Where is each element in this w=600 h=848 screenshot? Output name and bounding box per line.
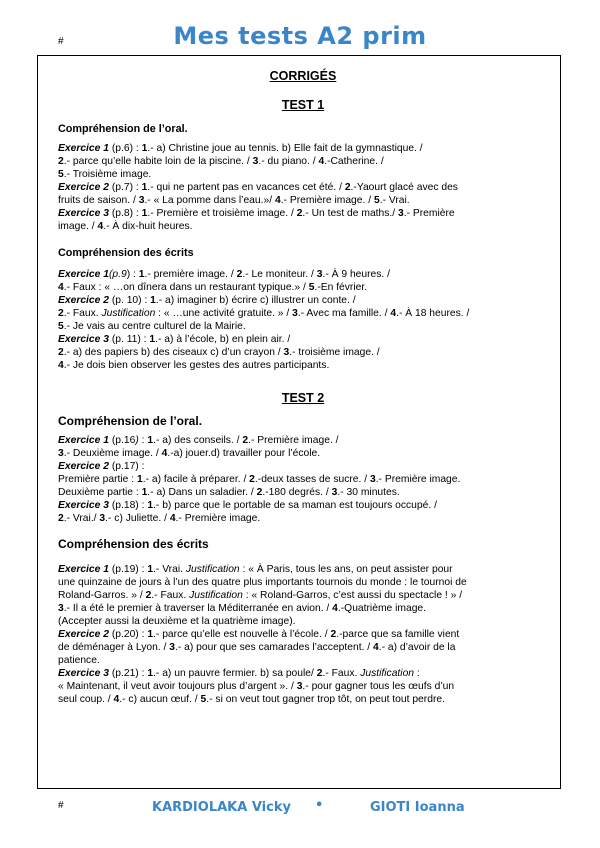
italic-text: Justification	[360, 668, 415, 679]
text-line	[58, 207, 548, 220]
answer-number: 5	[58, 321, 64, 332]
answer-number: 1	[147, 435, 154, 446]
exercise-label: Exercice 1	[58, 435, 109, 446]
answer-text: .- 30 minutes.	[337, 487, 400, 498]
answer-number: 3	[369, 474, 376, 485]
text-line	[58, 346, 548, 359]
header-title: Mes tests A2 prim	[173, 22, 427, 50]
answer-number: 5	[373, 195, 380, 206]
test2-oral-heading: Compréhension de l’oral.	[58, 414, 203, 428]
text-line	[58, 486, 548, 499]
answer-text: (p. 11) :	[108, 334, 150, 345]
answer-number: 4	[97, 221, 104, 232]
answer-text: .- Faux.	[63, 308, 102, 319]
answer-text: .-En février.	[314, 282, 368, 293]
answer-number: 4	[390, 308, 397, 319]
answer-number: 3	[292, 308, 298, 319]
test2-oral-block	[58, 434, 548, 525]
test2-title: TEST 2	[281, 391, 325, 405]
answer-text: : « Roland-Garros, c’est aussi du spectacle ! » /	[242, 590, 463, 601]
test1-title: TEST 1	[281, 98, 325, 112]
answer-number: 5	[308, 282, 315, 293]
italic-text: Justification	[101, 308, 156, 319]
answer-text: une quinzaine de jours à l’un des quatre plus importants tournois du monde : le tournoi de	[58, 577, 467, 588]
answer-number: 2	[145, 590, 152, 601]
answer-number: 2	[316, 668, 323, 679]
test2-ecrits-heading: Compréhension des écrits	[58, 537, 209, 551]
answer-number: 3	[58, 448, 64, 459]
answer-number: 2	[330, 629, 337, 640]
answer-number: 3	[316, 269, 323, 280]
italic-text: Justification	[185, 564, 240, 575]
document-body	[58, 70, 548, 706]
text-line	[58, 434, 548, 447]
exercise-label: Exercice 1	[58, 269, 109, 280]
answer-text: .- troisième image. /	[289, 347, 380, 358]
answer-text: Deuxième partie :	[58, 487, 142, 498]
answer-number: 5	[200, 694, 207, 705]
answer-text: .- Je vais au centre culturel de la Mairie.	[63, 321, 246, 332]
answer-number: 1	[141, 182, 148, 193]
answer-number: 2	[58, 347, 64, 358]
text-line	[58, 473, 548, 486]
answer-text: .- parce qu’elle est nouvelle à l’école. /	[153, 629, 331, 640]
answer-text: .- « La pomme dans l’eau.»/	[144, 195, 275, 206]
answer-text: .- a) Christine joue au tennis. b) Elle fait de la gymnastique. /	[147, 143, 423, 154]
answer-number: 3	[283, 347, 290, 358]
answer-text: .- Faux.	[322, 668, 361, 679]
answer-text: de déménager à Lyon. /	[58, 642, 170, 653]
answer-text: .- qui ne partent pas en vacances cet été. /	[147, 182, 345, 193]
answer-text: (p.16	[108, 435, 136, 446]
answer-number: 1	[141, 143, 148, 154]
answer-number: 1	[141, 487, 148, 498]
text-line	[58, 168, 548, 181]
answer-number: 3	[296, 681, 303, 692]
answer-number: 1	[150, 295, 156, 306]
text-line	[58, 667, 548, 680]
answer-number: 2	[58, 308, 64, 319]
answer-number: 1	[138, 269, 145, 280]
footer-author-1: KARDIOLAKA Vicky	[152, 800, 291, 815]
text-line	[58, 281, 548, 294]
exercise-label: Exercice 3	[58, 334, 109, 345]
answer-text: .- a) pour que ses camarades l’acceptent. /	[174, 642, 374, 653]
answer-text: .-Catherine. /	[324, 156, 384, 167]
answer-text: .- Première image. /	[248, 435, 339, 446]
text-line	[58, 194, 548, 207]
answer-text: .- a) Dans un saladier. /	[147, 487, 257, 498]
answer-number: 4	[58, 282, 64, 293]
test1-oral-block	[58, 142, 548, 233]
text-line	[58, 307, 548, 320]
answer-text: .- b) parce que le portable de sa maman est toujours occupé. /	[153, 500, 437, 511]
exercise-label: Exercice 1	[58, 143, 109, 154]
answer-number: 2	[242, 435, 249, 446]
text-line	[58, 142, 548, 155]
exercise-label: Exercice 2	[58, 182, 109, 193]
italic-text: Justification	[189, 590, 243, 601]
answer-number: 5	[58, 169, 64, 180]
footer	[0, 800, 600, 820]
answer-number: 2	[249, 474, 255, 485]
answer-text: Roland-Garros. » /	[58, 590, 146, 601]
answer-text: .- pour gagner tous les œufs d’un	[302, 681, 455, 692]
answer-text: .-Quatrième image.	[337, 603, 427, 614]
answer-text: seul coup. /	[58, 694, 114, 705]
text-line	[58, 447, 548, 460]
answer-text: (p. 10) :	[108, 295, 151, 306]
text-line	[58, 628, 548, 641]
answer-text: .- Première et troisième image. /	[147, 208, 297, 219]
exercise-label: Exercice 3	[58, 208, 109, 219]
text-line	[58, 563, 548, 576]
answer-number: 4	[113, 694, 120, 705]
answer-number: 2	[296, 208, 303, 219]
text-line	[58, 589, 548, 602]
text-line	[58, 181, 548, 194]
test1-ecrits-block	[58, 268, 548, 372]
answer-text: .-Yaourt glacé avec des	[350, 182, 458, 193]
text-line	[58, 294, 548, 307]
answer-text: .- du piano. /	[258, 156, 319, 167]
answer-number: 4	[169, 513, 176, 524]
answer-text: .- Je dois bien observer les gestes des autres participants.	[63, 360, 330, 371]
answer-number: 3	[58, 603, 64, 614]
answer-text: .- a) un pauvre fermier. b) sa poule/	[153, 668, 317, 679]
answer-number: 1	[147, 564, 154, 575]
answer-number: 4	[58, 360, 64, 371]
answer-text: .- Première image.	[175, 513, 261, 524]
text-line	[58, 602, 548, 615]
answer-text: .- À dix-huit heures.	[103, 221, 193, 232]
answer-text: (p.18) :	[108, 500, 148, 511]
answer-number: 1	[147, 500, 154, 511]
answer-text: (p.7) :	[108, 182, 142, 193]
answer-text: (p.6) :	[108, 143, 142, 154]
answer-text: .- À 18 heures. /	[396, 308, 470, 319]
answer-text: .- Vrai./	[63, 513, 100, 524]
answer-text: .- Première image.	[375, 474, 461, 485]
answer-text: .- c) Juliette. /	[105, 513, 170, 524]
test2-ecrits-block	[58, 563, 548, 706]
answer-number: 2	[58, 513, 64, 524]
answer-text: (p.19) :	[108, 564, 148, 575]
text-line	[58, 641, 548, 654]
answer-number: 3	[398, 208, 404, 219]
answer-text: .-a) jouer.d) travailler pour l’école.	[167, 448, 321, 459]
text-line	[58, 155, 548, 168]
text-line	[58, 615, 548, 628]
text-line	[58, 220, 548, 233]
answer-text: .- a) d’avoir de la	[378, 642, 456, 653]
exercise-label: Exercice 2	[58, 295, 109, 306]
answer-number: 3	[331, 487, 338, 498]
answer-text: .- Un test de maths./	[302, 208, 398, 219]
answer-text: :	[138, 435, 148, 446]
italic-text: )	[135, 435, 139, 446]
text-line	[58, 576, 548, 589]
answer-text: .- Le moniteur. /	[242, 269, 317, 280]
answer-text: .- Deuxième image. /	[63, 448, 162, 459]
answer-text: (p.17) :	[108, 461, 145, 472]
answer-text: .- Première image. /	[280, 195, 374, 206]
footer-author-2: GIOTI Ioanna	[370, 800, 465, 815]
answer-text: .-parce que sa famille vient	[336, 629, 460, 640]
answer-number: 3	[138, 195, 145, 206]
answer-text: .- Troisième image.	[63, 169, 152, 180]
text-line	[58, 333, 548, 346]
answer-text: patience.	[58, 655, 100, 666]
italic-text: (p.9	[108, 269, 127, 280]
answer-text: .- Première	[403, 208, 455, 219]
answer-text: .- a) à l’école, b) en plein air. /	[155, 334, 291, 345]
answer-number: 1	[141, 208, 148, 219]
answer-text: .- À 9 heures. /	[322, 269, 391, 280]
answer-number: 2	[344, 182, 351, 193]
answer-text: .-180 degrés. /	[262, 487, 332, 498]
answer-number: 2	[236, 269, 243, 280]
text-line	[58, 680, 548, 693]
answer-text: .- a) des papiers b) des ciseaux c) d’un crayon /	[63, 347, 284, 358]
answer-text: .- Vrai.	[379, 195, 410, 206]
answer-text: .- Vrai.	[153, 564, 186, 575]
answer-text: .- parce qu’elle habite loin de la piscine. /	[63, 156, 253, 167]
exercise-label: Exercice 2	[58, 461, 109, 472]
answer-number: 4	[373, 642, 379, 653]
answer-text: .- a) imaginer b) écrire c) illustrer un conte. /	[155, 295, 356, 306]
text-line	[58, 512, 548, 525]
text-line	[58, 460, 548, 473]
text-line	[58, 693, 548, 706]
answer-number: 1	[147, 668, 154, 679]
answer-number: 3	[252, 156, 259, 167]
answer-text: .- a) facile à préparer. /	[142, 474, 250, 485]
text-line	[58, 320, 548, 333]
answer-text: .- Avec ma famille. /	[297, 308, 391, 319]
answer-text: .- a) des conseils. /	[153, 435, 243, 446]
answer-number: 4	[161, 448, 168, 459]
text-line	[58, 359, 548, 372]
answer-number: 4	[274, 195, 281, 206]
answer-number: 3	[99, 513, 106, 524]
test1-ecrits-heading: Compréhension des écrits	[58, 247, 194, 259]
answer-text: : « À Paris, tous les ans, on peut assister pour	[239, 564, 453, 575]
answer-number: 4	[332, 603, 338, 614]
answer-text: (p.20) :	[108, 629, 148, 640]
answer-text: « Maintenant, il veut avoir toujours plus d’argent ». /	[58, 681, 297, 692]
bottom-hash-mark: #	[58, 800, 64, 811]
answer-number: 2	[256, 487, 263, 498]
answer-text: .- Faux.	[151, 590, 190, 601]
answer-text: (p.21) :	[108, 668, 148, 679]
exercise-label: Exercice 2	[58, 629, 109, 640]
answer-text: image. /	[58, 221, 98, 232]
text-line	[58, 268, 548, 281]
answer-number: 2	[58, 156, 64, 167]
answer-text: .- première image. /	[144, 269, 237, 280]
exercise-label: Exercice 3	[58, 500, 109, 511]
test1-oral-heading: Compréhension de l’oral.	[58, 123, 188, 135]
footer-separator: •	[315, 798, 324, 813]
answer-text: : « …une activité gratuite. » /	[155, 308, 293, 319]
exercise-label: Exercice 3	[58, 668, 109, 679]
text-line	[58, 499, 548, 512]
answer-number: 1	[149, 334, 156, 345]
answer-text: .- si on veut tout gagner trop tôt, on peut tout perdre.	[206, 694, 445, 705]
answer-text: Première partie :	[58, 474, 137, 485]
answer-text: :	[414, 668, 420, 679]
answer-text: .-deux tasses de sucre. /	[254, 474, 370, 485]
corriges-title: CORRIGÉS	[269, 69, 337, 83]
answer-text: .- c) aucun œuf. /	[119, 694, 201, 705]
answer-number: 4	[318, 156, 325, 167]
text-line	[58, 654, 548, 667]
answer-text: .- Il a été le premier à traverser la Méditerranée en avion. /	[63, 603, 333, 614]
exercise-label: Exercice 1	[58, 564, 109, 575]
top-hash-mark: #	[58, 36, 64, 47]
answer-text: fruits de saison. /	[58, 195, 139, 206]
answer-text: (p.8) :	[108, 208, 142, 219]
answer-number: 1	[136, 474, 143, 485]
answer-text: (Accepter aussi la deuxième et la quatrième image).	[58, 616, 296, 627]
answer-text: ) :	[126, 269, 139, 280]
answer-text: .- Faux : « …on dînera dans un restaurant typique.» /	[63, 282, 309, 293]
answer-number: 3	[169, 642, 175, 653]
answer-number: 1	[147, 629, 154, 640]
